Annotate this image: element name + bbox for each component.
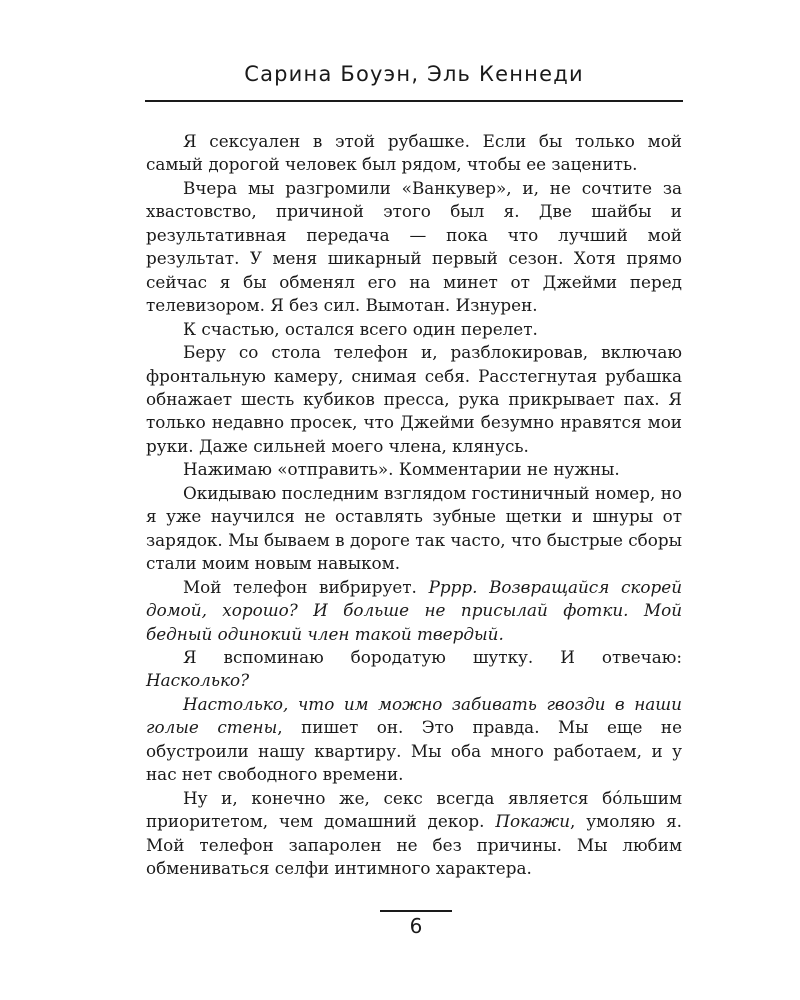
page-number: 6 — [409, 914, 423, 938]
italic-message: Рррр. Возвращайся скорей домой, хорошо? И больше не присылай фотки. Мой бедный одинокий член такой твердый. — [146, 576, 682, 644]
paragraph-2: Вчера мы разгромили «Ванкувер», и, не сочтите за хвастовство, причиной этого был я. Две шайбы и результативная передача — пока что лучший мой результат. У меня шикарный первый сезон. Хотя прямо сейчас я бы обменял его на минет от Джейми перед телевизором. Я без сил. Вымотан. Изнурен. — [146, 177, 682, 316]
paragraph-1: Я сексуален в этой рубашке. Если бы только мой самый дорогой человек был рядом, чтобы ее заценить. — [146, 131, 682, 175]
paragraph-10: Ну и, конечно же, секс всегда является бóльшим приоритетом, чем домашний декор. Покажи, умоляю я. Мой телефон запаролен не без причины. Мы любим обмениваться селфи интимного характера. — [146, 787, 682, 879]
paragraph-3: К счастью, остался всего один перелет. — [183, 318, 538, 339]
body-text — [146, 130, 682, 881]
running-header: Сарина Боуэн, Эль Кеннеди — [244, 62, 584, 86]
paragraph-8: Я вспоминаю бородатую шутку. И отвечаю: Насколько? — [146, 646, 682, 691]
paragraph-4: Беру со стола телефон и, разблокировав, включаю фронтальную камеру, снимая себя. Расстегнутая рубашка обнажает шесть кубиков пресса, рука прикрывает пах. Я только недавно просек, что Джейми безумно нравятся мои руки. Даже сильней моего члена, клянусь. — [146, 342, 682, 456]
italic-message: Насколько? — [146, 670, 250, 691]
paragraph-7: Мой телефон вибрирует. Рррр. Возвращайся скорей домой, хорошо? И больше не присылай фотки. Мой бедный одинокий член такой твердый. — [146, 576, 682, 644]
italic-message: Покажи — [495, 811, 571, 832]
italic-message: Настолько, что им можно забивать гвозди в наши голые стены — [146, 693, 682, 738]
paragraph-9: Настолько, что им можно забивать гвозди в наши голые стены, пишет он. Это правда. Мы еще не обустроили нашу квартиру. Мы оба много работаем, и у нас нет свободного времени. — [146, 693, 682, 785]
footer-divider — [380, 910, 452, 912]
paragraph-6: Окидываю последним взглядом гостиничный номер, но я уже научился не оставлять зубные щетки и шнуры от зарядок. Мы бываем в дороге так часто, что быстрые сборы стали моим новым навыком. — [146, 482, 682, 574]
paragraph-5: Нажимаю «отправить». Комментарии не нужны. — [183, 459, 620, 480]
header-divider — [145, 100, 683, 102]
